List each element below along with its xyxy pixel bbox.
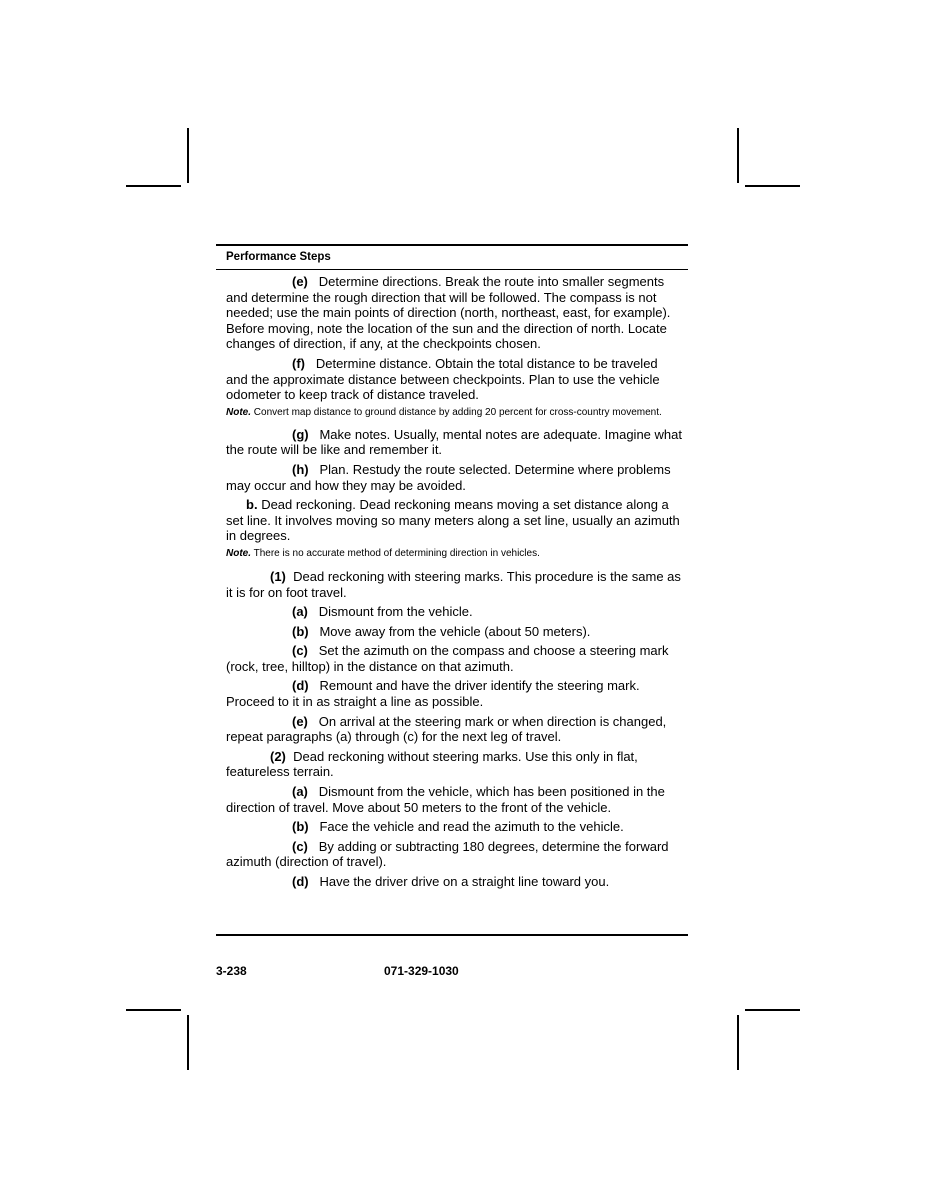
- step-2a-dismount: (a) Dismount from the vehicle, which has been positioned in the direction of travel. Move about 50 meters to the front of the vehicle.: [226, 784, 665, 815]
- step-h-plan: (h) Plan. Restudy the route selected. Determine where problems may occur and how they may be avoided.: [226, 461, 671, 493]
- step-f-distance: (f) Determine distance. Obtain the total distance to be traveled and the approximate distance between checkpoints. Plan to use the vehicle odometer to keep track of distance traveled.: [226, 355, 660, 403]
- performance-steps-body: [226, 274, 682, 890]
- step-g-notes: (g) Make notes. Usually, mental notes are adequate. Imagine what the route will be like and remember it.: [226, 426, 682, 458]
- step-2b-face-vehicle: (b) Face the vehicle and read the azimuth to the vehicle.: [292, 819, 624, 835]
- crop-mark-top-left-horizontal: [126, 185, 181, 187]
- crop-mark-top-right-horizontal: [745, 185, 800, 187]
- note-map-distance: Note. Convert map distance to ground distance by adding 20 percent for cross-country movement.: [226, 406, 662, 418]
- crop-mark-top-left-vertical: [187, 128, 189, 183]
- crop-mark-bottom-right-vertical: [737, 1015, 739, 1070]
- step-2-without-steering-marks: (2) Dead reckoning without steering marks. Use this only in flat, featureless terrain.: [226, 748, 638, 780]
- header-bottom-rule: [216, 269, 688, 270]
- header-top-rule: [216, 244, 688, 246]
- step-1b-move-away: (b) Move away from the vehicle (about 50 meters).: [292, 623, 591, 639]
- step-1-with-steering-marks: (1) Dead reckoning with steering marks. This procedure is the same as it is for on foot travel.: [226, 568, 681, 600]
- step-1a-dismount: (a) Dismount from the vehicle.: [292, 604, 473, 620]
- note-no-accurate-method: Note. There is no accurate method of determining direction in vehicles.: [226, 547, 540, 559]
- step-2c-forward-azimuth: (c) By adding or subtracting 180 degrees, determine the forward azimuth (direction of travel).: [226, 838, 669, 870]
- step-1d-remount: (d) Remount and have the driver identify the steering mark. Proceed to it in as straight a line as possible.: [226, 678, 640, 710]
- crop-mark-bottom-left-vertical: [187, 1015, 189, 1070]
- crop-mark-top-right-vertical: [737, 128, 739, 183]
- page-number: 3-238: [216, 964, 247, 978]
- step-1e-on-arrival: (e) On arrival at the steering mark or when direction is changed, repeat paragraphs (a) through (c) for the next leg of travel.: [226, 713, 667, 745]
- task-number: 071-329-1030: [384, 964, 459, 978]
- footer-rule: [216, 934, 688, 936]
- crop-mark-bottom-left-horizontal: [126, 1009, 181, 1011]
- step-1c-set-azimuth: (c) Set the azimuth on the compass and choose a steering mark (rock, tree, hilltop) in the distance on that azimuth.: [226, 643, 669, 674]
- step-b-dead-reckoning: b. Dead reckoning. Dead reckoning means moving a set distance along a set line. It involves moving so many meters along a set line, usually an azimuth in degrees.: [226, 497, 680, 544]
- section-header: Performance Steps: [226, 251, 331, 263]
- step-e-directions: (e) Determine directions. Break the route into smaller segments and determine the rough direction that will be followed. The compass is not needed; use the main points of direction (north, northeast, east, for example). Before moving, note the location of the sun and the direction of north. Locate changes of direction, if any, at the checkpoints chosen.: [226, 274, 671, 352]
- crop-mark-bottom-right-horizontal: [745, 1009, 800, 1011]
- step-2d-drive-toward: (d) Have the driver drive on a straight line toward you.: [292, 874, 610, 889]
